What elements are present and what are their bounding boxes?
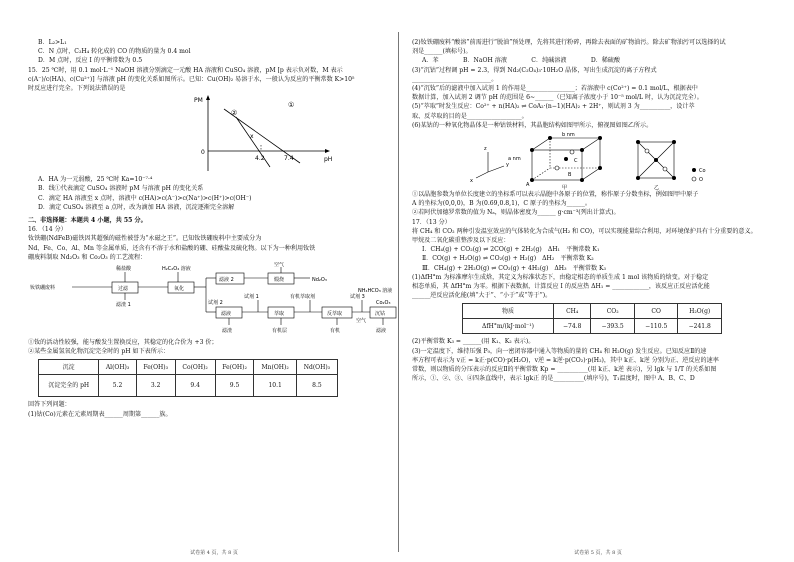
q14-option-d: D．M 点时，反应 I 的平衡常数为 0.5 (38, 57, 143, 65)
q16-part-3-blank: __________________________。 (412, 75, 498, 83)
q16-part-6-1-cont: A 的坐标为(0,0,0)，B 为(0.69,0.8,1)，C 原子的坐标为______。 (412, 200, 591, 208)
reaction-2: Ⅱ．CO(g) + H₂O(g) ⇌ CO₂(g) + H₂(g) ΔH₂ 平衡常数 K₂ (422, 255, 594, 263)
table-row-label: 沉淀完全的 pH (39, 375, 99, 397)
page-footer-left: 试卷第 4 页，共 8 页 (190, 549, 238, 556)
table-cell: 8.5 (296, 375, 337, 397)
axis-z: z (484, 146, 487, 153)
q17-heading: 17．（13 分） (412, 218, 451, 226)
q16-part-5: (5)“萃取”时发生反应：Co²⁺ + n(HA)₂ ⇌ CoA₂·(n−1)(HA)₂ + 2H⁺，则试剂 3 为__________，设计萃 (412, 103, 695, 111)
flow-reagent1: 试剂 1 (244, 294, 259, 301)
table-header: H₂O(g) (678, 304, 722, 319)
process-flow-diagram (28, 262, 400, 338)
flow-product-co2o3: Co₂O₃ (376, 300, 391, 307)
flow-organic-layer: 有机层 (272, 328, 288, 335)
q17-stem-2: 甲烷及二氧化碳重整涉及以下反应： (412, 237, 510, 245)
q14-option-c: C．N 点时，C₂H₄ 转化成的 CO 的物质的量为 0.4 mol (38, 48, 191, 56)
flow-box-filter: 过滤 (118, 286, 129, 293)
tick-7.4: 7.4 (284, 155, 294, 163)
table-header: CO (634, 304, 678, 319)
q16-part-6-2: ②若阿伏加德罗常数的值为 Nₐ，则晶体密度为______ g·cm⁻³(列出计算式)。 (412, 209, 620, 217)
table-cell: 3.2 (136, 375, 175, 397)
flow-residue: 滤渣 (222, 328, 233, 335)
flow-box-filtrate: 滤液 (221, 311, 232, 318)
table-header: Mn(OH)₂ (254, 360, 296, 375)
q17-part-2: (2)平衡常数 K₃ = ______(用 K₁、K₂ 表示)。 (412, 338, 535, 346)
q16-stem-3: 硼废料制取 Nd₂O₃ 和 Co₂O₃ 的工艺流程： (28, 253, 147, 261)
q16-part-2: (2)钕铁硼废料“酸溶”前需进行“脱油”预处理，先将其进行粉碎，再除去表面的矿物油污。除去矿物油污可以选择的试 (412, 39, 726, 46)
flow-filtrate: 滤液 (376, 328, 387, 335)
flow-air-2: 空气 (356, 318, 367, 325)
crystal-cell-diagram (412, 130, 784, 190)
q16-part-5-cont: 取、反萃取的目的是__________________。 (412, 112, 528, 120)
table-row-label: ΔfH°m/(kJ·mol⁻¹) (463, 319, 554, 334)
q16-part-6: (6)某钴的一种氧化物晶体是一种钴铁材料，其晶胞结构如图甲所示，俯视图如图乙所示。 (412, 121, 653, 129)
q17-part-3-cont3: 所示，①、②、③、④四条直线中，表示 lgk正 的是__________(填序号)，T₁温度时，图中 A、B、C、D (412, 375, 695, 383)
q16-heading: 16．（14 分） (28, 226, 67, 234)
q15-graph (28, 93, 400, 175)
reaction-3: Ⅲ．CH₄(g) + 2H₂O(g) ⇌ CO₂(g) + 4H₂(g) ΔH₃ 平衡常数 K₃ (422, 264, 606, 272)
atom-A: A (526, 182, 530, 189)
q14-option-b: B．L₂>L₁ (38, 39, 67, 46)
q15-stem-1: 15．25 ℃时，用 0.1 mol·L⁻¹ NaOH 溶液分别滴定一元酸 HA 溶液和 CuSO₄ 溶液，pM [p 表示负对数，M 表示 (28, 66, 343, 74)
enthalpy-table (462, 303, 722, 334)
flow-extractant: 有机萃取剂 (290, 294, 316, 301)
line-2 (236, 117, 270, 167)
q16-answer-intro: 回答下列问题： (28, 401, 71, 409)
flow-box-oxidize: 氧化 (174, 286, 185, 293)
q17-part-1-cont: 相态单质，其 ΔfH°m 为零。根据下表数据，计算反应 I 的反应热 ΔH₁ = ____________，该反应正反应活化能 (412, 283, 710, 291)
q16-part-2-cont: 剂是______(填标号)。 (412, 48, 472, 56)
axis-x: x (470, 178, 473, 185)
flow-feed: 钕铁硼废料 (30, 285, 56, 292)
flow-box-extract: 萃取 (274, 311, 285, 318)
table-cell: 9.5 (215, 375, 254, 397)
table-header: 沉淀 (39, 360, 99, 375)
flow-oxalic: H₂C₂O₄ 溶液 (162, 266, 191, 273)
q17-part-3: (3)一定温度下，维持压强 P₀，向一密闭容器中通入等物质的量的 CH₄ 和 H₂O(g) 发生反应。已知反应Ⅱ的速 (412, 347, 707, 355)
table-cell: −74.8 (554, 319, 591, 334)
q17-part-3-cont: 率方程可表示为 v正 = k正·p(CO)·p(H₂O)，v逆 = k逆·p(CO₂)·p(H₂)，其中 k正、k逆 分别为正、逆反应的速率 (412, 356, 719, 364)
flow-residue1: 滤渣 1 (116, 302, 131, 309)
q15-stem-2: c(A⁻)/c(HA)、c(Cu²⁺)] 与溶液 pH 的变化关系如图所示。已知：Cu(OH)₂ 易溶于水，一般认为反应的平衡常数 K>10⁵ (28, 75, 355, 83)
q16-part-6-1: ①以晶胞参数为单位长度建立的坐标系可以表示晶胞中各原子的位置，称作原子分数坐标，例如图甲中原子 (412, 191, 699, 199)
page-footer-right: 试卷第 5 页，共 8 页 (574, 549, 622, 556)
atom-C: C (574, 158, 578, 165)
atom-B: B (568, 172, 572, 179)
axis-y: y (506, 162, 509, 169)
line-1-label: ① (288, 101, 295, 110)
table-cell: 5.2 (99, 375, 136, 397)
table-header: 物质 (463, 304, 554, 319)
flow-reagent2: 试剂 2 (208, 300, 223, 307)
point-x-label: x (250, 133, 254, 141)
y-axis-label: PM (194, 97, 203, 105)
figure-yi: 乙 (654, 185, 660, 191)
q16-note-2: ②某些金属氢氧化物沉淀完全时的 pH 如下表所示： (28, 348, 170, 356)
flow-box-cobalt: 沉钴 (375, 311, 386, 318)
table-header: Nd(OH)₃ (296, 360, 337, 375)
q15-option-c: C．滴定 HA 溶液至 x 点时，溶液中 c(HA)>c(A⁻)>c(Na⁺)>c(H⁺)>c(OH⁻) (38, 194, 252, 202)
origin-label: 0 (201, 149, 205, 157)
tick-4.2: 4.2 (255, 155, 265, 163)
flow-acid: 稀盐酸 (116, 266, 132, 273)
q15-option-a: A．HA 为一元弱酸，25 ℃时 Ka=10⁻⁷·⁴ (38, 176, 153, 184)
flow-reagent3: 试剂 3 (350, 294, 365, 301)
table-cell: 10.1 (254, 375, 296, 397)
flow-organic: 有机 (330, 328, 341, 335)
flow-box-calcine: 煅烧 (274, 277, 285, 284)
flow-box-filtrate2: 滤液 2 (219, 277, 234, 284)
flow-nh4hco3: NH₄HCO₃ 溶液 (358, 288, 393, 295)
table-cell: 9.4 (175, 375, 215, 397)
q16-stem-1: 钕铁硼(NdFeB)磁铁因其超强的磁性被誉为“永磁之王”。已知钕铁硼废料中主要成分为 (28, 235, 262, 243)
q15-option-b: B．线①代表滴定 CuSO₄ 溶液时 pM 与溶液 pH 的变化关系 (38, 185, 204, 193)
param-a: a nm (508, 156, 521, 163)
line-2-label: ② (231, 109, 238, 118)
table-cell: −241.8 (678, 319, 722, 334)
table-cell: −110.5 (634, 319, 678, 334)
q16-part-4-cont: 数据计算，加入试剂 2 调节 pH 的范围是 6~______（已知离子浓度小于 10⁻⁵ mol/L 时，认为沉淀完全）。 (412, 94, 703, 102)
param-b: b nm (562, 132, 575, 139)
left-column (28, 0, 400, 562)
table-header: CH₄ (554, 304, 591, 319)
table-cell: −393.5 (591, 319, 635, 334)
q16-part-2-options: A．苯 B．NaOH 溶液 C．纯碱溶液 D．稀硫酸 (422, 57, 621, 65)
q15-stem-3: 时反应进行完全。下列说法错误的是 (28, 85, 126, 93)
section-heading: 二、非选择题：本题共 4 小题，共 55 分。 (28, 217, 147, 225)
right-column (412, 0, 784, 562)
table-header: Al(OH)₃ (99, 360, 136, 375)
flow-product-nd2o3: Nd₂O₃ (312, 277, 327, 284)
table-header: Co(OH)₂ (175, 360, 215, 375)
table-header: CO₂ (591, 304, 635, 319)
q15-option-d: D．滴定 CuSO₄ 溶液至 a 点时，改为滴加 HA 溶液，沉淀逐渐完全溶解 (38, 203, 235, 211)
figure-jia: 甲 (562, 185, 568, 191)
legend-co: Co (699, 168, 706, 175)
q17-stem-1: 将 CH₄ 和 CO₂ 两种引发温室效应的气体转化为合成气(H₂ 和 CO)，可以实现能量综合利用，对环境保护具有十分重要的意义。 (412, 227, 757, 235)
flow-box-backextract: 反萃取 (327, 311, 343, 318)
q17-part-1-cont2: ______逆反应活化能(填“大于”、“小于”或“等于”)。 (412, 292, 552, 300)
q16-part-1: (1)钴(Co)元素在元素周期表______周期第______族。 (28, 410, 172, 418)
q16-part-3: (3)“沉钴”过程调 pH = 2.3，得到 Nd₂(C₂O₄)₃·10H₂O 晶体，写出生成沉淀的离子方程式 (412, 66, 657, 74)
x-axis-label: pH (324, 156, 333, 164)
q16-stem-2: Nd、Fe、Co、Al、Mn 等金属单质，还含有不溶于水和盐酸的硼、硅酸盐及硫化物。以下为一种利用钕铁 (28, 244, 316, 252)
legend-o: O (699, 177, 703, 184)
q16-part-4: (4)“沉钕”后的滤液中加入试剂 1 的作用是________________；若溶液中 c(Co²⁺) = 0.1 mol/L，根据表中 (412, 85, 698, 93)
hydroxide-ph-table (38, 359, 338, 397)
reaction-1: Ⅰ．CH₄(g) + CO₂(g) ⇌ 2CO(g) + 2H₂(g) ΔH₁ 平衡常数 K₁ (422, 246, 600, 254)
q17-part-1: (1)ΔfH°m 为标准摩尔生成焓，其定义为标准状态下，由稳定相态的单质生成 1 mol 该物质的焓变。对于稳定 (412, 273, 709, 281)
q17-part-3-cont2: 常数，则以物质的分压表示的反应Ⅱ的平衡常数 Kp = __________(用 k正、k逆 表示)，另 lgk 与 1/T 的关系如图 (412, 366, 717, 374)
table-header: Fe(OH)₃ (136, 360, 175, 375)
q16-note-1: ①钕的活动性较强，能与酸发生置换反应，其稳定的化合价为 +3 价； (28, 339, 218, 347)
table-header: Fe(OH)₂ (215, 360, 254, 375)
flow-air: 空气 (274, 262, 285, 269)
column-divider (398, 32, 399, 552)
